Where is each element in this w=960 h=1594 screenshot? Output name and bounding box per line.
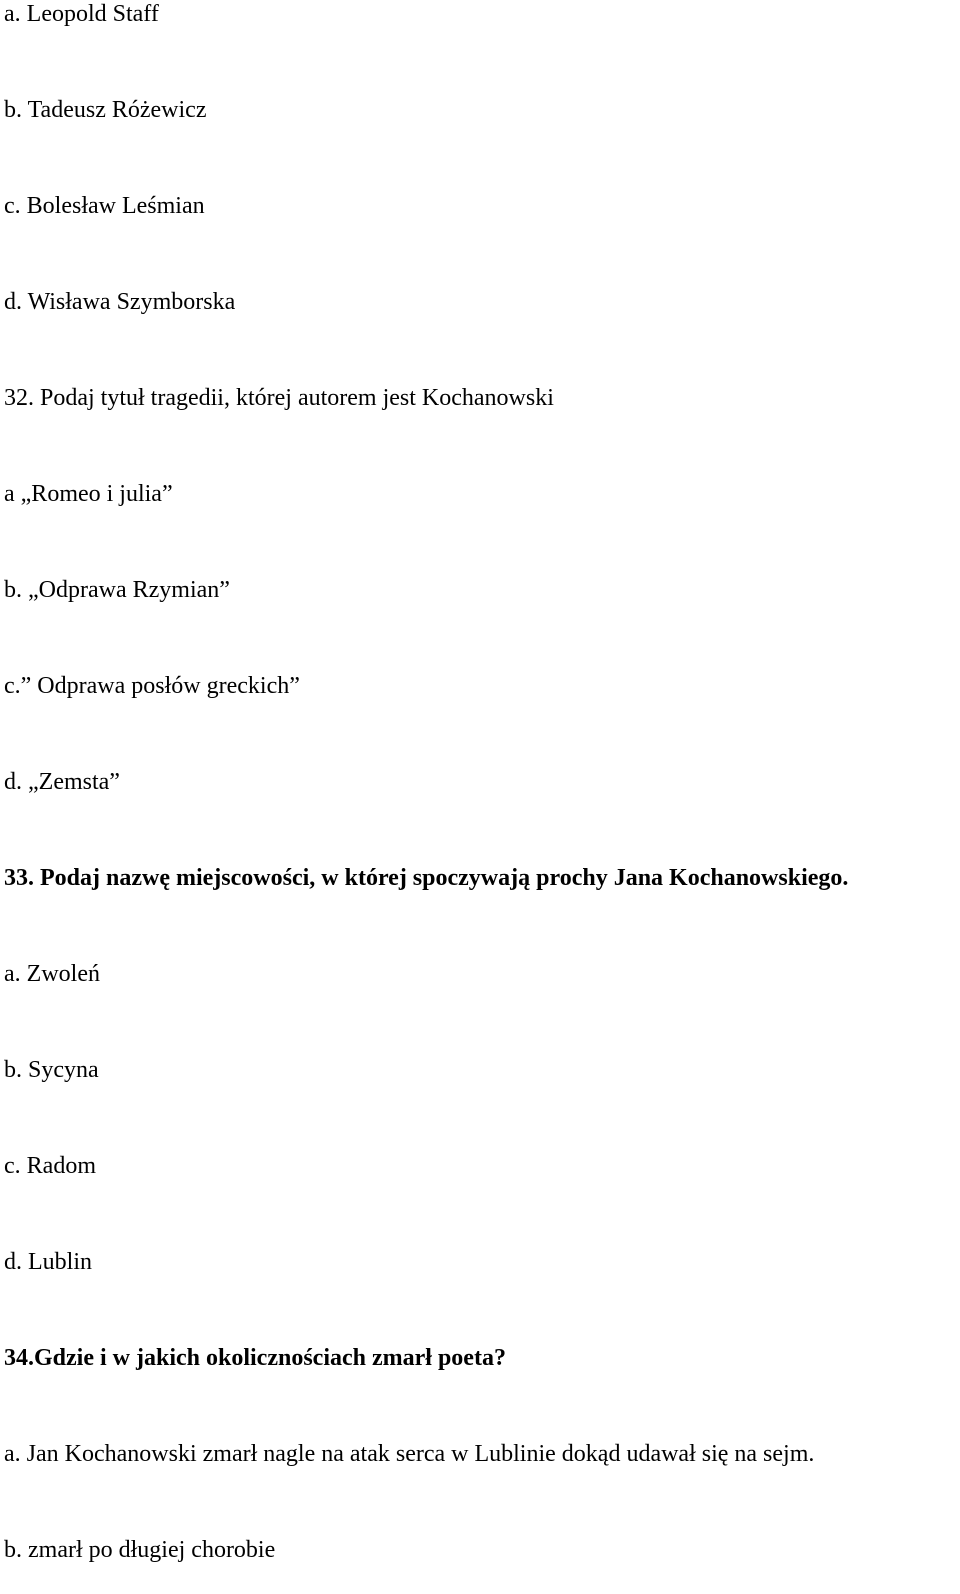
answer-option: c. Bolesław Leśmian [4,193,205,219]
question-34: 34.Gdzie i w jakich okolicznościach zmarł poeta? [4,1345,506,1371]
answer-option: b. Sycyna [4,1057,99,1083]
answer-option: c.” Odprawa posłów greckich” [4,673,300,699]
question-32: 32. Podaj tytuł tragedii, której autorem jest Kochanowski [4,385,554,411]
answer-option: d. „Zemsta” [4,769,120,795]
answer-option: a „Romeo i julia” [4,481,173,507]
answer-option: b. Tadeusz Różewicz [4,97,207,123]
question-33: 33. Podaj nazwę miejscowości, w której spoczywają prochy Jana Kochanowskiego. [4,865,849,891]
answer-option: a. Leopold Staff [4,1,159,27]
answer-option: d. Lublin [4,1249,92,1275]
answer-option: d. Wisława Szymborska [4,289,236,315]
answer-option: c. Radom [4,1153,96,1179]
answer-option: b. „Odprawa Rzymian” [4,577,230,603]
answer-option: b. zmarł po długiej chorobie [4,1537,276,1563]
answer-option: a. Zwoleń [4,961,100,987]
answer-option: a. Jan Kochanowski zmarł nagle na atak serca w Lublinie dokąd udawał się na sejm. [4,1441,815,1467]
